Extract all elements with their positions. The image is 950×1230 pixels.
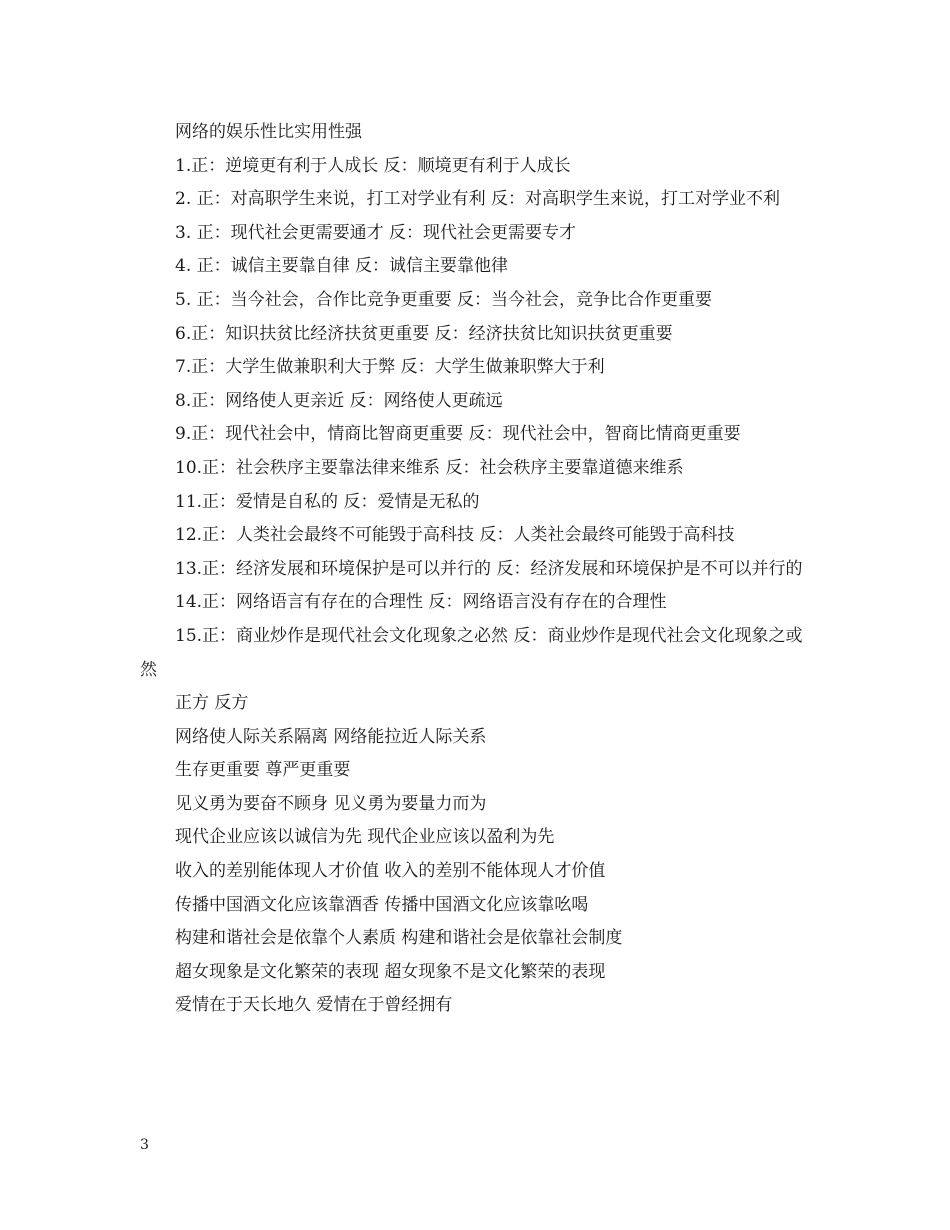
- side-pair-6: 传播中国酒文化应该靠酒香 传播中国酒文化应该靠吆喝: [175, 894, 589, 915]
- debate-topic-8: 8.正：网络使人更亲近 反：网络使人更疏远: [175, 390, 503, 411]
- page-number: 3: [140, 1137, 149, 1153]
- side-pair-5: 收入的差别能体现人才价值 收入的差别不能体现人才价值: [175, 861, 606, 882]
- side-pair-8: 超女现象是文化繁荣的表现 超女现象不是文化繁荣的表现: [175, 961, 606, 982]
- debate-topic-2: 2. 正：对高职学生来说，打工对学业有利 反：对高职学生来说，打工对学业不利: [175, 189, 781, 210]
- side-pair-3: 见义勇为要奋不顾身 见义勇为要量力而为: [175, 793, 487, 814]
- side-pair-1: 网络使人际关系隔离 网络能拉近人际关系: [175, 726, 487, 747]
- debate-topic-13: 13.正：经济发展和环境保护是可以并行的 反：经济发展和环境保护是不可以并行的: [175, 558, 803, 579]
- side-pair-7: 构建和谐社会是依靠个人素质 构建和谐社会是依靠社会制度: [175, 928, 623, 949]
- side-pair-9: 爱情在于天长地久 爱情在于曾经拥有: [175, 995, 453, 1016]
- debate-topic-11: 11.正：爱情是自私的 反：爱情是无私的: [175, 491, 480, 512]
- debate-topic-12: 12.正：人类社会最终不可能毁于高科技 反：人类社会最终可能毁于高科技: [175, 525, 735, 546]
- sides-header: 正方 反方: [175, 693, 249, 714]
- document-body: [140, 116, 812, 1023]
- debate-topic-10: 10.正：社会秩序主要靠法律来维系 反：社会秩序主要靠道德来维系: [175, 457, 684, 478]
- debate-topic-6: 6.正：知识扶贫比经济扶贫更重要 反：经济扶贫比知识扶贫更重要: [175, 323, 673, 344]
- debate-topic-9: 9.正：现代社会中，情商比智商更重要 反：现代社会中，智商比情商更重要: [175, 424, 741, 445]
- debate-topic-1: 1.正：逆境更有利于人成长 反：顺境更有利于人成长: [175, 155, 571, 176]
- debate-topic-4: 4. 正：诚信主要靠自律 反：诚信主要靠他律: [175, 256, 509, 277]
- debate-topic-5: 5. 正：当今社会，合作比竞争更重要 反：当今社会，竞争比合作更重要: [175, 289, 713, 310]
- debate-topic-14: 14.正：网络语言有存在的合理性 反：网络语言没有存在的合理性: [175, 592, 667, 613]
- debate-topic-3: 3. 正：现代社会更需要通才 反：现代社会更需要专才: [175, 222, 577, 243]
- side-pair-2: 生存更重要 尊严更重要: [175, 760, 351, 781]
- debate-topic-15: 15.正：商业炒作是现代社会文化现象之必然 反：商业炒作是现代社会文化现象之或然: [140, 625, 803, 680]
- side-pair-4: 现代企业应该以诚信为先 现代企业应该以盈利为先: [175, 827, 555, 848]
- paragraph-topic: 网络的娱乐性比实用性强: [175, 122, 362, 142]
- debate-topic-7: 7.正：大学生做兼职利大于弊 反：大学生做兼职弊大于利: [175, 357, 605, 378]
